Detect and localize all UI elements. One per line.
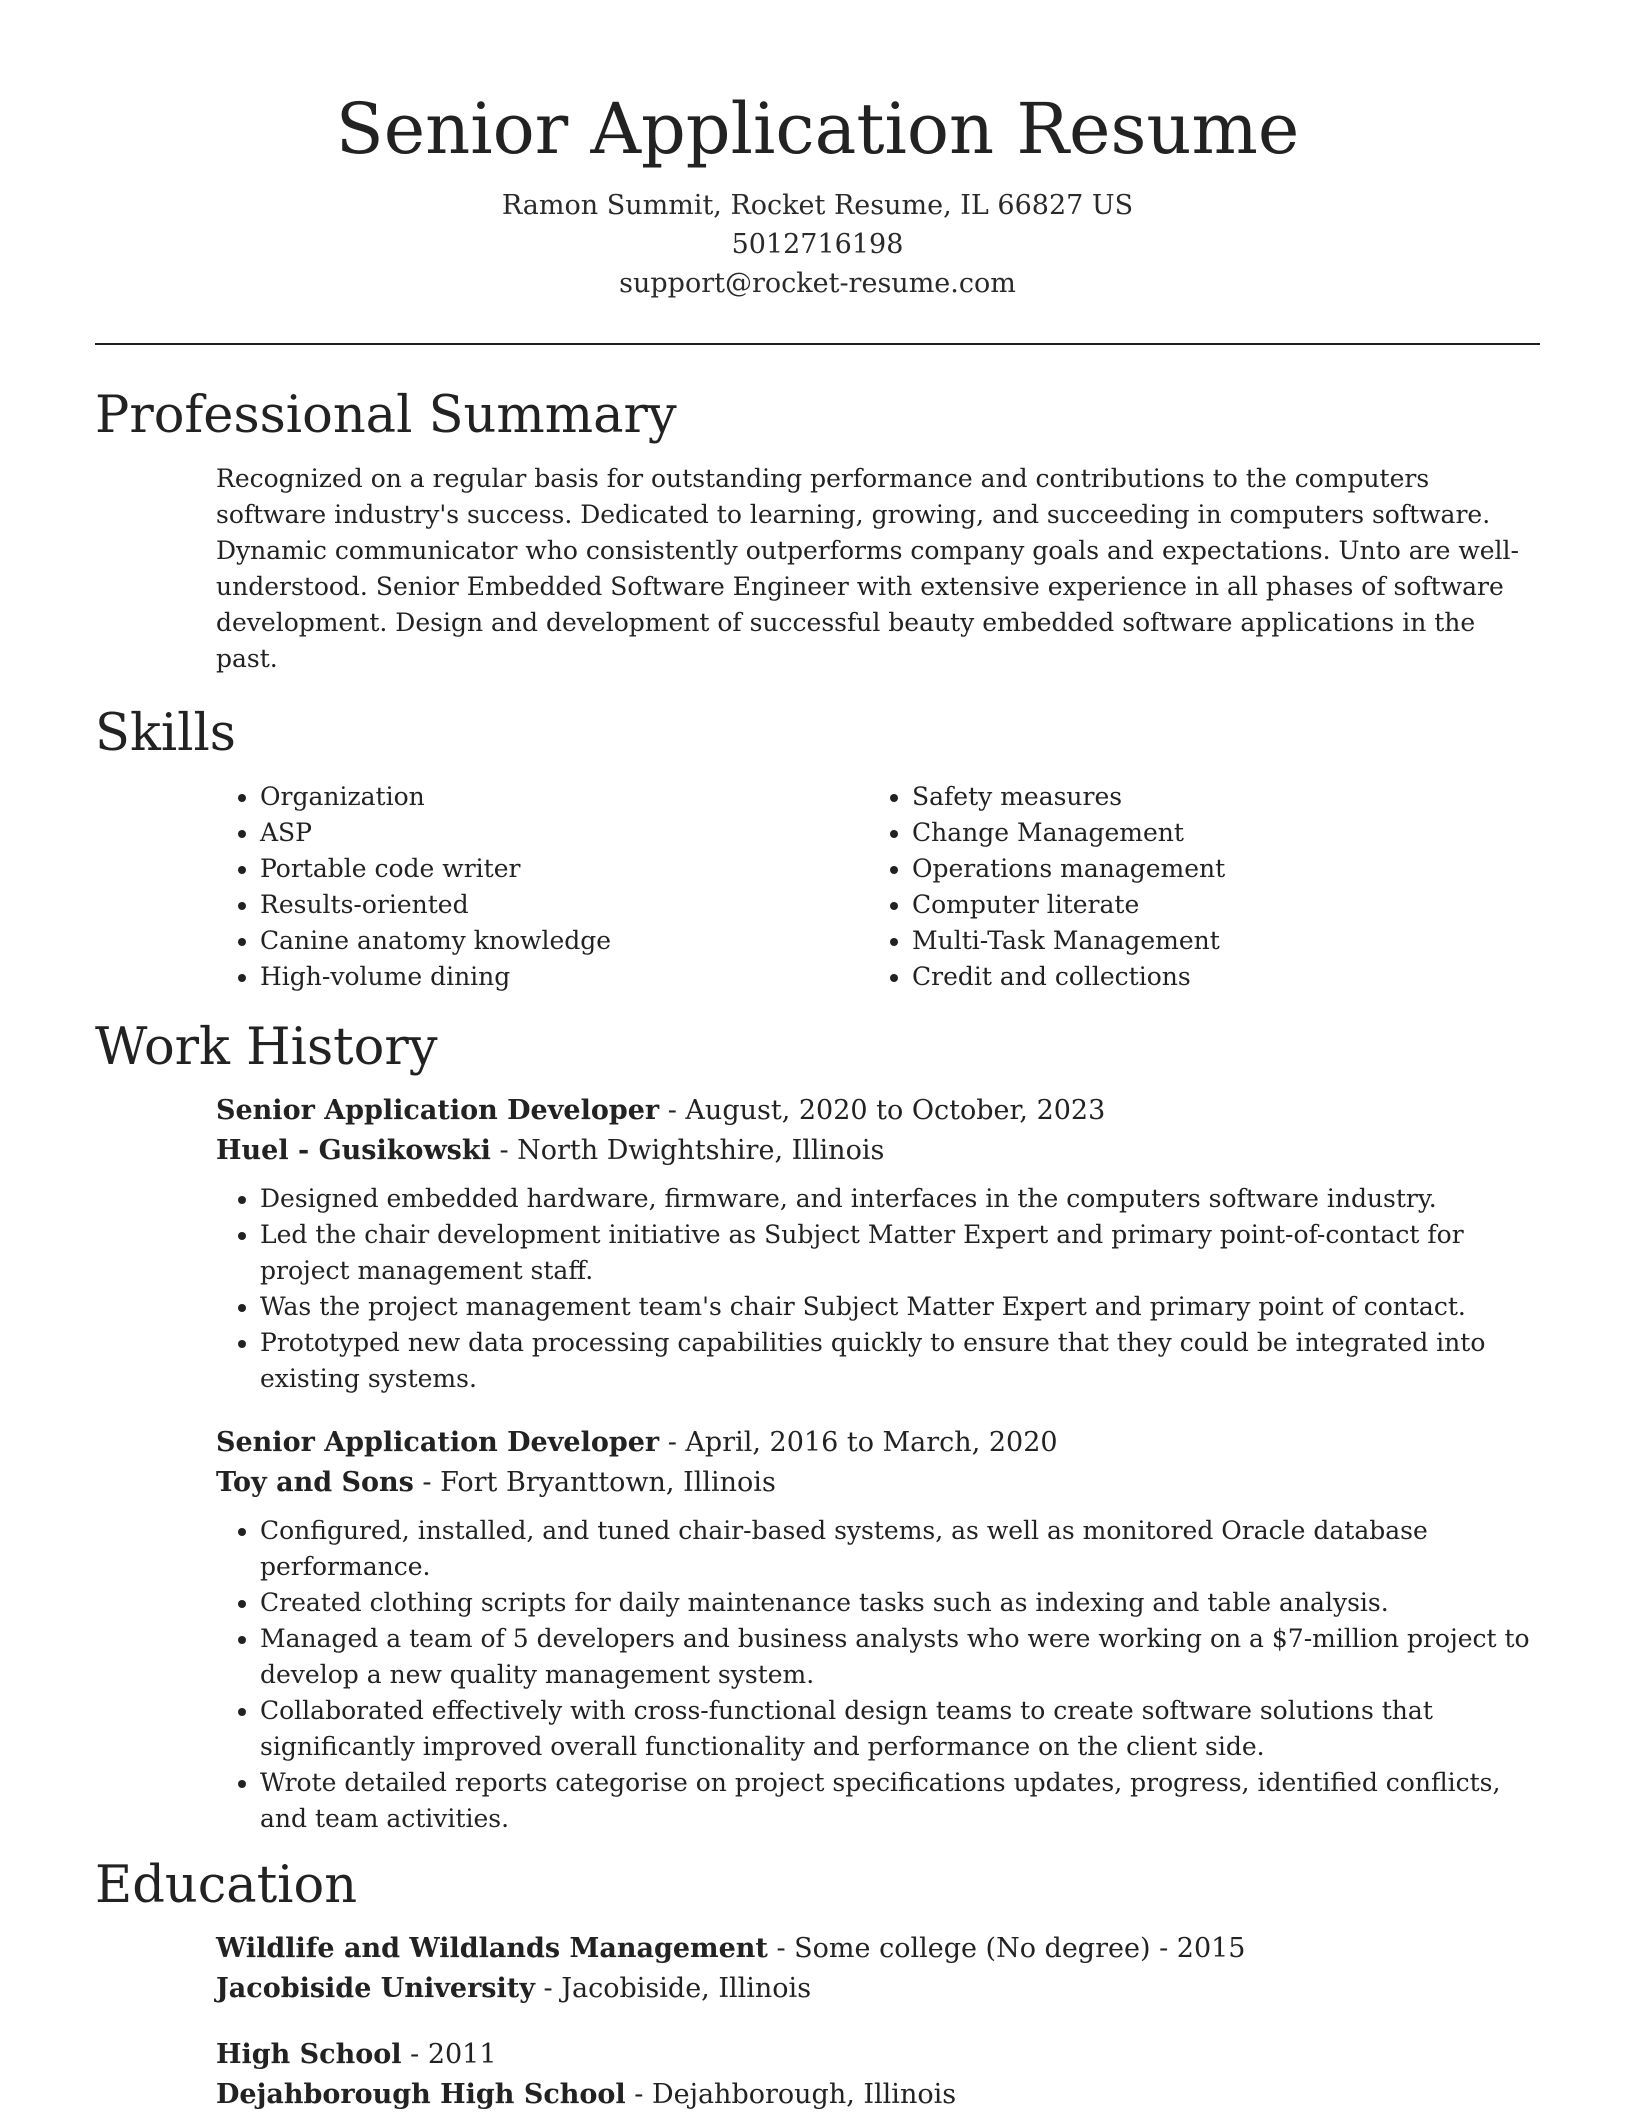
skill-item: • High-volume dining <box>260 959 868 995</box>
job-header <box>216 1423 1540 1503</box>
skill-item: • Computer literate <box>912 887 1520 923</box>
summary-body <box>216 461 1540 677</box>
education-degree-line <box>216 1929 1540 1969</box>
education-degree-line <box>216 2035 1540 2075</box>
work-heading: Work History <box>95 1018 438 1077</box>
contact-block <box>95 186 1540 303</box>
skill-item: • Safety measures <box>912 779 1520 815</box>
skill-item: • Canine anatomy knowledge <box>260 923 868 959</box>
job-dates: - April, 2016 to March, 2020 <box>659 1427 1058 1458</box>
skills-list-left <box>216 779 868 995</box>
skill-item: • Multi-Task Management <box>912 923 1520 959</box>
education-school: Jacobiside University <box>216 1973 535 2004</box>
education-school-line <box>216 2075 1540 2115</box>
education-school: Dejahborough High School <box>216 2079 626 2110</box>
job-bullet: • Led the chair development initiative as Subject Matter Expert and primary point-of-contact for project management staff. <box>260 1217 1540 1289</box>
header-divider <box>95 343 1540 345</box>
job-company-line <box>216 1463 1540 1503</box>
job-title-line <box>216 1091 1540 1131</box>
skills-column-right <box>868 779 1520 995</box>
contact-phone: 5012716198 <box>731 229 904 260</box>
education-location: - Dejahborough, Illinois <box>625 2079 957 2110</box>
education-school-line <box>216 1969 1540 2009</box>
skills-heading: Skills <box>95 704 236 763</box>
skills-list-right <box>868 779 1520 995</box>
skills-columns <box>216 779 1540 995</box>
skill-item: • Results-oriented <box>260 887 868 923</box>
contact-email: support@rocket-resume.com <box>619 268 1016 299</box>
skill-item: • Credit and collections <box>912 959 1520 995</box>
job-bullet: • Collaborated effectively with cross-functional design teams to create software solutions that significantly improved overall functionality and performance on the client side. <box>260 1693 1540 1765</box>
job-title-line <box>216 1423 1540 1463</box>
job-bullet: • Wrote detailed reports categorise on project specifications updates, progress, identified conflicts, and team activities. <box>260 1765 1540 1837</box>
skill-item: • Portable code writer <box>260 851 868 887</box>
skill-item: • Organization <box>260 779 868 815</box>
education-detail: - Some college (No degree) - 2015 <box>767 1933 1246 1964</box>
education-degree: Wildlife and Wildlands Management <box>216 1933 768 1964</box>
summary-text: Recognized on a regular basis for outstanding performance and contributions to the computers software industry's success. Dedicated to learning, growing, and succeeding in computers software. Dynamic communicator who consistently outperforms company goals and expectations. Unto are well-understood. Senior Embedded Software Engineer with extensive experience in all phases of software development. Design and development of successful beauty embedded software applications in the past. <box>216 464 1519 673</box>
job-dates: - August, 2020 to October, 2023 <box>659 1095 1106 1126</box>
job-bullet: • Managed a team of 5 developers and business analysts who were working on a $7-million project to develop a new quality management system. <box>260 1621 1540 1693</box>
skill-item: • Change Management <box>912 815 1520 851</box>
job-bullet: • Designed embedded hardware, firmware, and interfaces in the computers software industry. <box>260 1181 1540 1217</box>
resume-page <box>95 0 1540 2115</box>
resume-header <box>95 0 1540 303</box>
job-bullet: • Configured, installed, and tuned chair-based systems, as well as monitored Oracle database performance. <box>260 1513 1540 1585</box>
job-header <box>216 1091 1540 1171</box>
skill-item: • Operations management <box>912 851 1520 887</box>
job-location: - North Dwightshire, Illinois <box>490 1135 885 1166</box>
job-bullets <box>216 1181 1540 1397</box>
job-company-line <box>216 1131 1540 1171</box>
contact-address: Ramon Summit, Rocket Resume, IL 66827 US <box>501 190 1134 221</box>
skill-item: • ASP <box>260 815 868 851</box>
job-location: - Fort Bryanttown, Illinois <box>413 1467 776 1498</box>
summary-heading: Professional Summary <box>95 386 677 445</box>
education-entry <box>216 2035 1540 2115</box>
job-bullet: • Prototyped new data processing capabilities quickly to ensure that they could be integrated into existing systems. <box>260 1325 1540 1397</box>
skills-column-left <box>216 779 868 995</box>
job-bullet: • Was the project management team's chair Subject Matter Expert and primary point of contact. <box>260 1289 1540 1325</box>
education-degree: High School <box>216 2039 402 2070</box>
resume-title: Senior Application Resume <box>335 88 1300 170</box>
job-title: Senior Application Developer <box>216 1095 660 1126</box>
job-company: Huel - Gusikowski <box>216 1135 491 1166</box>
job-bullet: • Created clothing scripts for daily maintenance tasks such as indexing and table analysis. <box>260 1585 1540 1621</box>
job-bullets <box>216 1513 1540 1837</box>
job-company: Toy and Sons <box>216 1467 414 1498</box>
job-title: Senior Application Developer <box>216 1427 660 1458</box>
job-entry <box>216 1423 1540 1837</box>
education-detail: - 2011 <box>401 2039 497 2070</box>
job-entry <box>216 1091 1540 1397</box>
education-heading: Education <box>95 1856 358 1915</box>
education-location: - Jacobiside, Illinois <box>534 1973 812 2004</box>
education-entry <box>216 1929 1540 2009</box>
